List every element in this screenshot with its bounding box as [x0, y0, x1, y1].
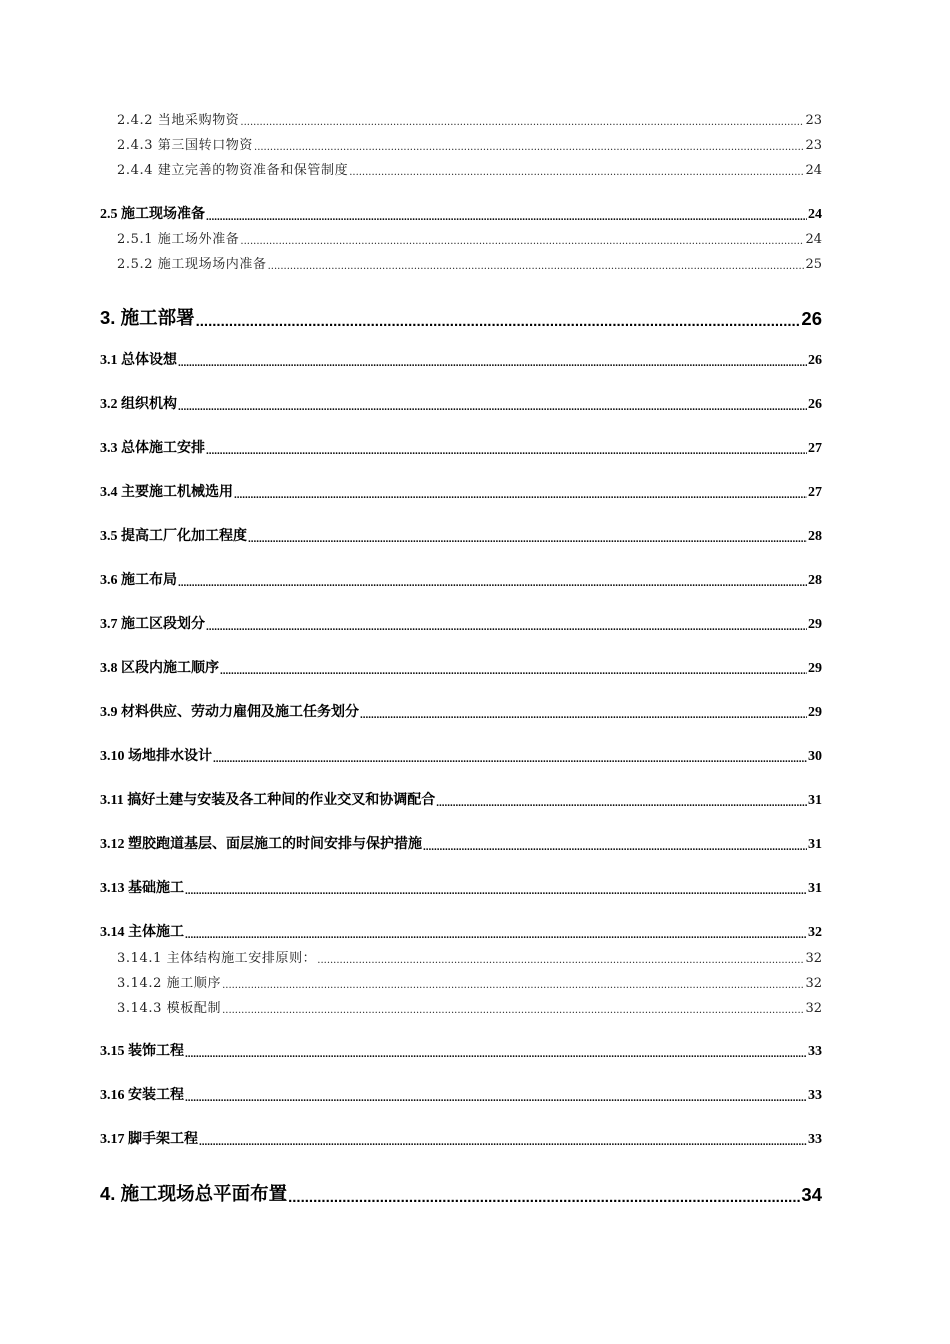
toc-entry-title: 3.8 区段内施工顺序	[100, 661, 219, 676]
toc-entry[interactable]	[100, 747, 822, 765]
toc-dot-leader	[222, 1005, 804, 1016]
toc-dot-leader	[268, 261, 805, 272]
toc-entry-page-number: 31	[808, 837, 822, 852]
toc-entry[interactable]	[100, 439, 822, 457]
toc-entry-title: 3.16 安装工程	[100, 1088, 184, 1103]
toc-entry-title: 3.9 材料供应、劳动力雇佣及施工任务划分	[100, 705, 359, 720]
toc-dot-leader	[234, 489, 807, 501]
toc-entry[interactable]	[100, 351, 822, 369]
toc-dot-leader	[240, 236, 804, 247]
toc-entry[interactable]	[100, 703, 822, 721]
toc-entry[interactable]	[100, 1042, 822, 1060]
toc-dot-leader	[360, 709, 807, 721]
toc-entry-title: 2.4.4 建立完善的物资准备和保管制度	[117, 163, 349, 178]
toc-entry[interactable]	[100, 1086, 822, 1104]
toc-entry[interactable]	[100, 615, 822, 633]
toc-dot-leader	[349, 167, 804, 178]
toc-dot-leader	[222, 980, 804, 991]
toc-entry[interactable]	[100, 791, 822, 809]
toc-entry-page-number: 34	[801, 1184, 822, 1205]
toc-entry-title: 2.4.2 当地采购物资	[117, 113, 240, 128]
toc-entry-page-number: 28	[808, 573, 822, 588]
toc-entry-title: 3.2 组织机构	[100, 397, 177, 412]
toc-entry-page-number: 32	[805, 1001, 822, 1016]
toc-entry-page-number: 30	[808, 749, 822, 764]
toc-entry[interactable]	[100, 835, 822, 853]
toc-entry-page-number: 27	[808, 441, 822, 456]
toc-dot-leader	[185, 885, 807, 897]
toc-dot-leader	[185, 1048, 807, 1060]
toc-dot-leader	[178, 401, 807, 413]
toc-entry-title: 3.12 塑胶跑道基层、面层施工的时间安排与保护措施	[100, 837, 422, 852]
toc-entry-page-number: 25	[805, 257, 822, 272]
toc-entry-page-number: 33	[808, 1088, 822, 1103]
toc-dot-leader	[206, 621, 807, 633]
toc-entry-page-number: 31	[808, 793, 822, 808]
toc-entry-title: 3.14 主体施工	[100, 925, 184, 940]
toc-entry-title: 3.13 基础施工	[100, 881, 184, 896]
toc-entry-page-number: 27	[808, 485, 822, 500]
toc-dot-leader	[196, 313, 801, 330]
toc-entry-page-number: 23	[805, 138, 822, 153]
toc-entry-title: 3.7 施工区段划分	[100, 617, 205, 632]
toc-entry-title: 3.3 总体施工安排	[100, 441, 205, 456]
toc-dot-leader	[206, 445, 807, 457]
toc-dot-leader	[185, 929, 807, 941]
toc-dot-leader	[199, 1136, 807, 1148]
toc-entry[interactable]	[117, 135, 822, 153]
toc-entry-page-number: 33	[808, 1044, 822, 1059]
toc-dot-leader	[423, 841, 807, 853]
toc-entry-page-number: 29	[808, 661, 822, 676]
toc-entry-title: 3. 施工部署	[100, 307, 195, 328]
toc-entry[interactable]	[117, 948, 822, 966]
toc-entry[interactable]	[100, 483, 822, 501]
toc-entry-page-number: 32	[805, 976, 822, 991]
toc-entry[interactable]	[100, 306, 822, 330]
toc-entry[interactable]	[100, 571, 822, 589]
toc-entry[interactable]	[100, 879, 822, 897]
toc-dot-leader	[178, 357, 807, 369]
toc-entry-page-number: 29	[808, 617, 822, 632]
toc-dot-leader	[436, 797, 807, 809]
toc-entry[interactable]	[100, 1130, 822, 1148]
toc-entry[interactable]	[117, 229, 822, 247]
toc-entry-page-number: 33	[808, 1132, 822, 1147]
toc-entry[interactable]	[100, 659, 822, 677]
toc-entry[interactable]	[100, 923, 822, 941]
toc-entry-title: 3.4 主要施工机械选用	[100, 485, 233, 500]
toc-entry-title: 2.5 施工现场准备	[100, 207, 205, 222]
toc-dot-leader	[178, 577, 807, 589]
toc-entry-page-number: 29	[808, 705, 822, 720]
toc-entry-page-number: 24	[808, 207, 822, 222]
toc-entry-title: 2.4.3 第三国转口物资	[117, 138, 254, 153]
toc-entry[interactable]	[100, 395, 822, 413]
toc-entry-title: 3.6 施工布局	[100, 573, 177, 588]
toc-entry-title: 2.5.2 施工现场场内准备	[117, 257, 267, 272]
toc-entry[interactable]	[100, 1182, 822, 1206]
toc-entry-page-number: 28	[808, 529, 822, 544]
toc-entry-page-number: 32	[808, 925, 822, 940]
toc-dot-leader	[213, 753, 807, 765]
toc-entry-title: 4. 施工现场总平面布置	[100, 1183, 288, 1204]
toc-dot-leader	[248, 533, 807, 545]
toc-entry[interactable]	[117, 998, 822, 1016]
toc-entry[interactable]	[117, 160, 822, 178]
toc-dot-leader	[185, 1092, 807, 1104]
toc-entry-title: 3.10 场地排水设计	[100, 749, 212, 764]
toc-dot-leader	[254, 142, 804, 153]
toc-dot-leader	[240, 117, 804, 128]
toc-entry-page-number: 24	[805, 163, 822, 178]
toc-entry-title: 3.1 总体设想	[100, 353, 177, 368]
toc-entry-title: 2.5.1 施工场外准备	[117, 232, 240, 247]
toc-entry[interactable]	[117, 973, 822, 991]
toc-entry-title: 3.14.2 施工顺序	[117, 976, 222, 991]
toc-dot-leader	[288, 1189, 800, 1206]
toc-entry-title: 3.15 装饰工程	[100, 1044, 184, 1059]
toc-dot-leader	[206, 211, 807, 223]
toc-dot-leader	[317, 955, 804, 966]
toc-entry-page-number: 26	[808, 353, 822, 368]
toc-entry-page-number: 32	[805, 951, 822, 966]
toc-entry[interactable]	[117, 110, 822, 128]
toc-entry-title: 3.14.1 主体结构施工安排原则：	[117, 951, 317, 966]
toc-entry[interactable]	[100, 527, 822, 545]
toc-entry-page-number: 31	[808, 881, 822, 896]
toc-entry-page-number: 24	[805, 232, 822, 247]
toc-entry-page-number: 26	[808, 397, 822, 412]
toc-entry-title: 3.11 搞好土建与安装及各工种间的作业交叉和协调配合	[100, 793, 436, 808]
toc-entry[interactable]	[100, 205, 822, 223]
toc-entry-page-number: 26	[801, 308, 822, 329]
toc-entry-title: 3.17 脚手架工程	[100, 1132, 198, 1147]
toc-entry-page-number: 23	[805, 113, 822, 128]
toc-entry[interactable]	[117, 254, 822, 272]
toc-dot-leader	[220, 665, 807, 677]
toc-entry-title: 3.14.3 模板配制	[117, 1001, 222, 1016]
toc-entry-title: 3.5 提高工厂化加工程度	[100, 529, 247, 544]
